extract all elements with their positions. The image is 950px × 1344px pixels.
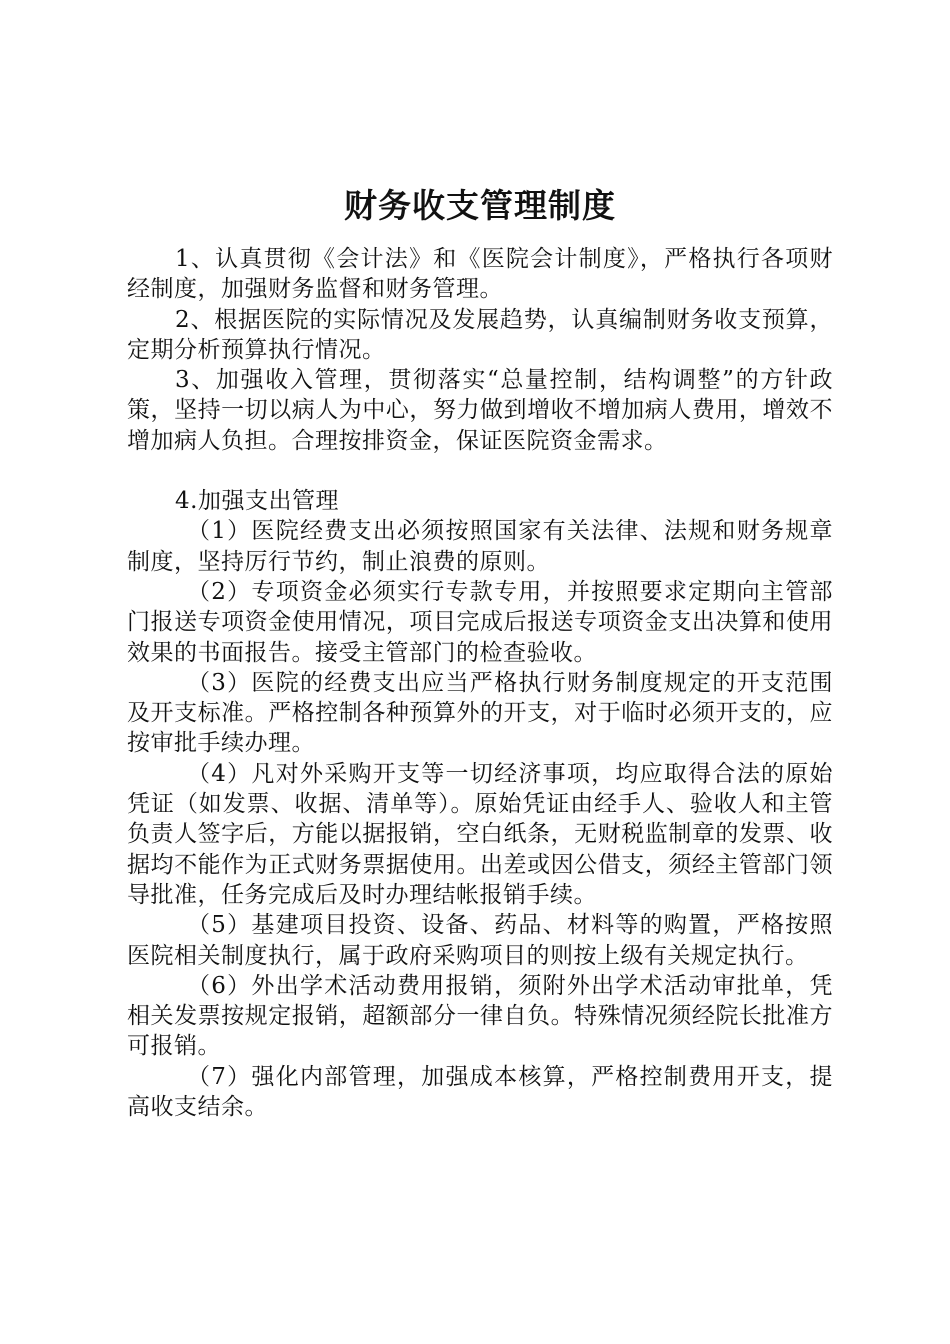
sub-item-4: （4）凡对外采购开支等一切经济事项，均应取得合法的原始凭证（如发票、收据、清单等）。原始凭证由经手人、验收人和主管负责人签字后，方能以据报销，空白纸条，无财税监制章的发票、收据均不能作为正式财务票据使用。出差或因公借支，须经主管部门领导批准，任务完成后及时办理结帐报销手续。 bbox=[127, 760, 833, 908]
paragraph-2: 2、根据医院的实际情况及发展趋势，认真编制财务收支预算，定期分析预算执行情况。 bbox=[127, 306, 833, 363]
sub-item-1: （1）医院经费支出必须按照国家有关法律、法规和财务规章制度，坚持厉行节约，制止浪费的原则。 bbox=[127, 518, 833, 575]
sub-item-2: （2）专项资金必须实行专款专用，并按照要求定期向主管部门报送专项资金使用情况，项目完成后报送专项资金支出决算和使用效果的书面报告。接受主管部门的检查验收。 bbox=[127, 578, 833, 666]
section-heading-expense: 4.加强支出管理 bbox=[175, 488, 339, 515]
sub-item-7: （7）强化内部管理，加强成本核算，严格控制费用开支，提高收支结余。 bbox=[127, 1063, 833, 1121]
document-title: 财务收支管理制度 bbox=[344, 186, 616, 225]
document-body bbox=[127, 178, 833, 1122]
sub-item-6: （6）外出学术活动费用报销，须附外出学术活动审批单，凭相关发票按规定报销，超额部分一律自负。特殊情况须经院长批准方可报销。 bbox=[127, 972, 833, 1060]
sub-item-5: （5）基建项目投资、设备、药品、材料等的购置，严格按照医院相关制度执行，属于政府采购项目的则按上级有关规定执行。 bbox=[127, 912, 833, 969]
sub-item-3: （3）医院的经费支出应当严格执行财务制度规定的开支范围及开支标准。严格控制各种预算外的开支，对于临时必须开支的，应按审批手续办理。 bbox=[127, 669, 833, 757]
paragraph-3: 3、加强收入管理，贯彻落实“总量控制，结构调整”的方针政策，坚持一切以病人为中心，努力做到增收不增加病人费用，增效不增加病人负担。合理按排资金，保证医院资金需求。 bbox=[127, 367, 833, 454]
paragraph-1: 1、认真贯彻《会计法》和《医院会计制度》，严格执行各项财经制度，加强财务监督和财务管理。 bbox=[127, 246, 833, 303]
